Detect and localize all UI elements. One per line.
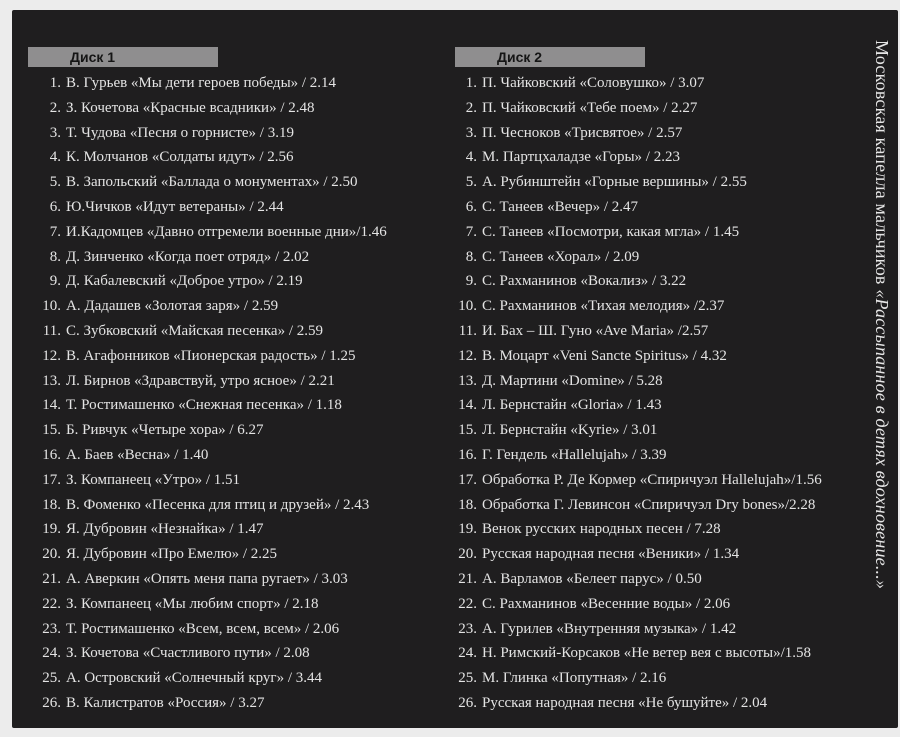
track-item: [28, 245, 446, 270]
track-number: 24.: [458, 645, 477, 662]
track-title: И. Бах – Ш. Гуно «Ave Maria» /2.57: [482, 322, 709, 339]
track-number: 7.: [465, 223, 477, 240]
track-title: Русская народная песня «Веники» / 1.34: [482, 546, 740, 563]
track-number: 13.: [42, 372, 61, 389]
track-title: П. Чесноков «Трисвятое» / 2.57: [482, 124, 683, 141]
track-number: 7.: [49, 223, 61, 240]
track-item: [28, 666, 446, 691]
track-title: Л. Бернстайн «Kyrie» / 3.01: [482, 422, 658, 439]
track-number: 26.: [458, 694, 477, 711]
track-number: 19.: [42, 521, 61, 538]
track-number: 20.: [42, 546, 61, 563]
disc1-header: Диск 1: [28, 47, 218, 67]
track-number: 22.: [458, 595, 477, 612]
track-item: [28, 96, 446, 121]
track-item: [444, 245, 864, 270]
track-item: [28, 567, 446, 592]
track-number: 16.: [458, 446, 477, 463]
track-item: [28, 344, 446, 369]
track-title: С. Танеев «Хорал» / 2.09: [482, 248, 640, 265]
track-item: [28, 294, 446, 319]
track-number: 4.: [465, 149, 477, 166]
track-item: [444, 145, 864, 170]
track-title: Т. Чудова «Песня о горнисте» / 3.19: [66, 124, 294, 141]
track-title: М. Партцхаладзе «Горы» / 2.23: [482, 149, 680, 166]
track-number: 11.: [42, 322, 61, 339]
track-item: [444, 121, 864, 146]
track-item: [28, 269, 446, 294]
track-item: [28, 691, 446, 716]
track-title: С. Рахманинов «Весенние воды» / 2.06: [482, 595, 731, 612]
track-number: 12.: [42, 347, 61, 364]
track-item: [444, 170, 864, 195]
track-title: П. Чайковский «Соловушко» / 3.07: [482, 75, 705, 91]
track-title: Ю.Чичков «Идут ветераны» / 2.44: [66, 198, 284, 215]
track-item: [444, 195, 864, 220]
track-number: 6.: [49, 198, 61, 215]
track-number: 21.: [42, 570, 61, 587]
track-item: [444, 344, 864, 369]
track-item: [444, 96, 864, 121]
track-number: 9.: [49, 273, 61, 290]
track-title: Д. Зинченко «Когда поет отряд» / 2.02: [66, 248, 310, 265]
track-item: [28, 369, 446, 394]
track-title: К. Молчанов «Солдаты идут» / 2.56: [66, 149, 294, 166]
album-subtitle: «Рассыпанное в детях вдохновение...»: [872, 289, 892, 590]
cd-back-cover: [12, 10, 898, 728]
track-title: А. Дадашев «Золотая заря» / 2.59: [66, 298, 279, 315]
track-number: 8.: [465, 248, 477, 265]
track-title: Л. Бирнов «Здравствуй, утро ясное» / 2.21: [66, 372, 335, 389]
track-item: [28, 418, 446, 443]
track-item: [444, 517, 864, 542]
track-number: 9.: [465, 273, 477, 290]
track-title: В. Фоменко «Песенка для птиц и друзей» / 2.43: [66, 496, 370, 513]
track-title: И.Кадомцев «Давно отгремели военные дни»/1.46: [66, 223, 387, 240]
track-title: П. Чайковский «Тебе поем» / 2.27: [482, 99, 698, 116]
track-title: З. Кочетова «Счастливого пути» / 2.08: [66, 645, 310, 662]
track-title: Русская народная песня «Не бушуйте» / 2.04: [482, 694, 768, 711]
track-item: [28, 121, 446, 146]
track-number: 18.: [458, 496, 477, 513]
track-title: М. Глинка «Попутная» / 2.16: [482, 670, 667, 687]
track-title: Н. Римский-Корсаков «Не ветер вея с высоты»/1.58: [482, 645, 812, 662]
track-item: [444, 468, 864, 493]
track-item: [28, 542, 446, 567]
track-item: [28, 71, 446, 96]
track-number: 5.: [49, 174, 61, 191]
track-title: А. Баев «Весна» / 1.40: [66, 446, 209, 463]
track-title: А. Аверкин «Опять меня папа ругает» / 3.03: [66, 570, 348, 587]
track-number: 17.: [458, 471, 477, 488]
track-number: 18.: [42, 496, 61, 513]
track-title: Т. Ростимашенко «Снежная песенка» / 1.18: [66, 397, 342, 414]
track-item: [28, 319, 446, 344]
track-item: [444, 269, 864, 294]
track-item: [444, 641, 864, 666]
disc2-tracklist: [444, 71, 864, 716]
track-title: Л. Бернстайн «Gloria» / 1.43: [482, 397, 662, 414]
track-item: [28, 170, 446, 195]
track-number: 23.: [458, 620, 477, 637]
track-item: [444, 443, 864, 468]
disc1-tracklist: [28, 71, 446, 716]
track-number: 25.: [42, 670, 61, 687]
track-title: Т. Ростимашенко «Всем, всем, всем» / 2.06: [66, 620, 340, 637]
track-item: [28, 641, 446, 666]
track-title: Б. Ривчук «Четыре хора» / 6.27: [66, 422, 264, 439]
track-item: [28, 393, 446, 418]
track-item: [444, 294, 864, 319]
album-artist: Московская капелла мальчиков: [872, 40, 892, 285]
track-item: [28, 493, 446, 518]
track-number: 25.: [458, 670, 477, 687]
track-number: 15.: [42, 422, 61, 439]
track-title: З. Компанеец «Утро» / 1.51: [66, 471, 241, 488]
track-title: Обработка Г. Левинсон «Спиричуэл Dry bones»/2.28: [482, 496, 816, 513]
track-item: [444, 542, 864, 567]
track-number: 10.: [42, 298, 61, 315]
track-number: 23.: [42, 620, 61, 637]
track-item: [28, 195, 446, 220]
track-title: З. Кочетова «Красные всадники» / 2.48: [66, 99, 315, 116]
track-number: 16.: [42, 446, 61, 463]
track-title: Венок русских народных песен / 7.28: [482, 521, 721, 538]
track-number: 15.: [458, 422, 477, 439]
track-number: 8.: [49, 248, 61, 265]
track-title: В. Агафонников «Пионерская радость» / 1.25: [66, 347, 356, 364]
disc2-header: Диск 2: [455, 47, 645, 67]
track-item: [444, 393, 864, 418]
track-number: 3.: [49, 124, 61, 141]
track-title: А. Рубинштейн «Горные вершины» / 2.55: [482, 174, 747, 191]
track-number: 22.: [42, 595, 61, 612]
track-item: [28, 443, 446, 468]
track-item: [28, 517, 446, 542]
track-number: 14.: [42, 397, 61, 414]
track-title: Д. Мартини «Domine» / 5.28: [482, 372, 663, 389]
track-number: 2.: [465, 99, 477, 116]
track-title: В. Запольский «Баллада о монументах» / 2.50: [66, 174, 358, 191]
track-title: С. Танеев «Вечер» / 2.47: [482, 198, 639, 215]
track-title: Г. Гендель «Hallelujah» / 3.39: [482, 446, 667, 463]
track-number: 1.: [465, 75, 477, 91]
track-item: [444, 220, 864, 245]
track-title: С. Танеев «Посмотри, какая мгла» / 1.45: [482, 223, 740, 240]
track-number: 21.: [458, 570, 477, 587]
track-item: [444, 493, 864, 518]
track-number: 13.: [458, 372, 477, 389]
track-number: 26.: [42, 694, 61, 711]
track-title: С. Рахманинов «Тихая мелодия» /2.37: [482, 298, 725, 315]
track-title: Я. Дубровин «Незнайка» / 1.47: [66, 521, 264, 538]
track-number: 11.: [458, 322, 477, 339]
track-number: 24.: [42, 645, 61, 662]
track-title: Д. Кабалевский «Доброе утро» / 2.19: [66, 273, 303, 290]
track-title: А. Гурилев «Внутренняя музыка» / 1.42: [482, 620, 737, 637]
track-number: 10.: [458, 298, 477, 315]
track-item: [444, 71, 864, 96]
track-item: [444, 617, 864, 642]
track-number: 17.: [42, 471, 61, 488]
track-title: Обработка Р. Де Кормер «Спиричуэл Hallelujah»/1.56: [482, 471, 822, 488]
track-item: [444, 691, 864, 716]
track-item: [28, 145, 446, 170]
track-item: [444, 369, 864, 394]
track-item: [28, 468, 446, 493]
track-item: [444, 319, 864, 344]
track-item: [444, 666, 864, 691]
track-title: З. Компанеец «Мы любим спорт» / 2.18: [66, 595, 319, 612]
track-item: [28, 220, 446, 245]
track-number: 19.: [458, 521, 477, 538]
track-number: 12.: [458, 347, 477, 364]
track-number: 14.: [458, 397, 477, 414]
track-title: С. Зубковский «Майская песенка» / 2.59: [66, 322, 323, 339]
track-title: В. Моцарт «Veni Sancte Spiritus» / 4.32: [482, 347, 727, 364]
track-number: 20.: [458, 546, 477, 563]
track-number: 3.: [465, 124, 477, 141]
track-title: С. Рахманинов «Вокализ» / 3.22: [482, 273, 687, 290]
track-title: В. Калистратов «Россия» / 3.27: [66, 694, 265, 711]
track-item: [444, 418, 864, 443]
track-number: 6.: [465, 198, 477, 215]
track-number: 1.: [49, 75, 61, 91]
track-title: В. Гурьев «Мы дети героев победы» / 2.14: [66, 75, 337, 91]
track-item: [444, 592, 864, 617]
track-item: [444, 567, 864, 592]
track-number: 4.: [49, 149, 61, 166]
side-title: [862, 40, 892, 720]
track-number: 5.: [465, 174, 477, 191]
track-number: 2.: [49, 99, 61, 116]
track-item: [28, 617, 446, 642]
track-title: А. Островский «Солнечный круг» / 3.44: [66, 670, 322, 687]
track-item: [28, 592, 446, 617]
track-title: Я. Дубровин «Про Емелю» / 2.25: [66, 546, 278, 563]
track-title: А. Варламов «Белеет парус» / 0.50: [482, 570, 702, 587]
